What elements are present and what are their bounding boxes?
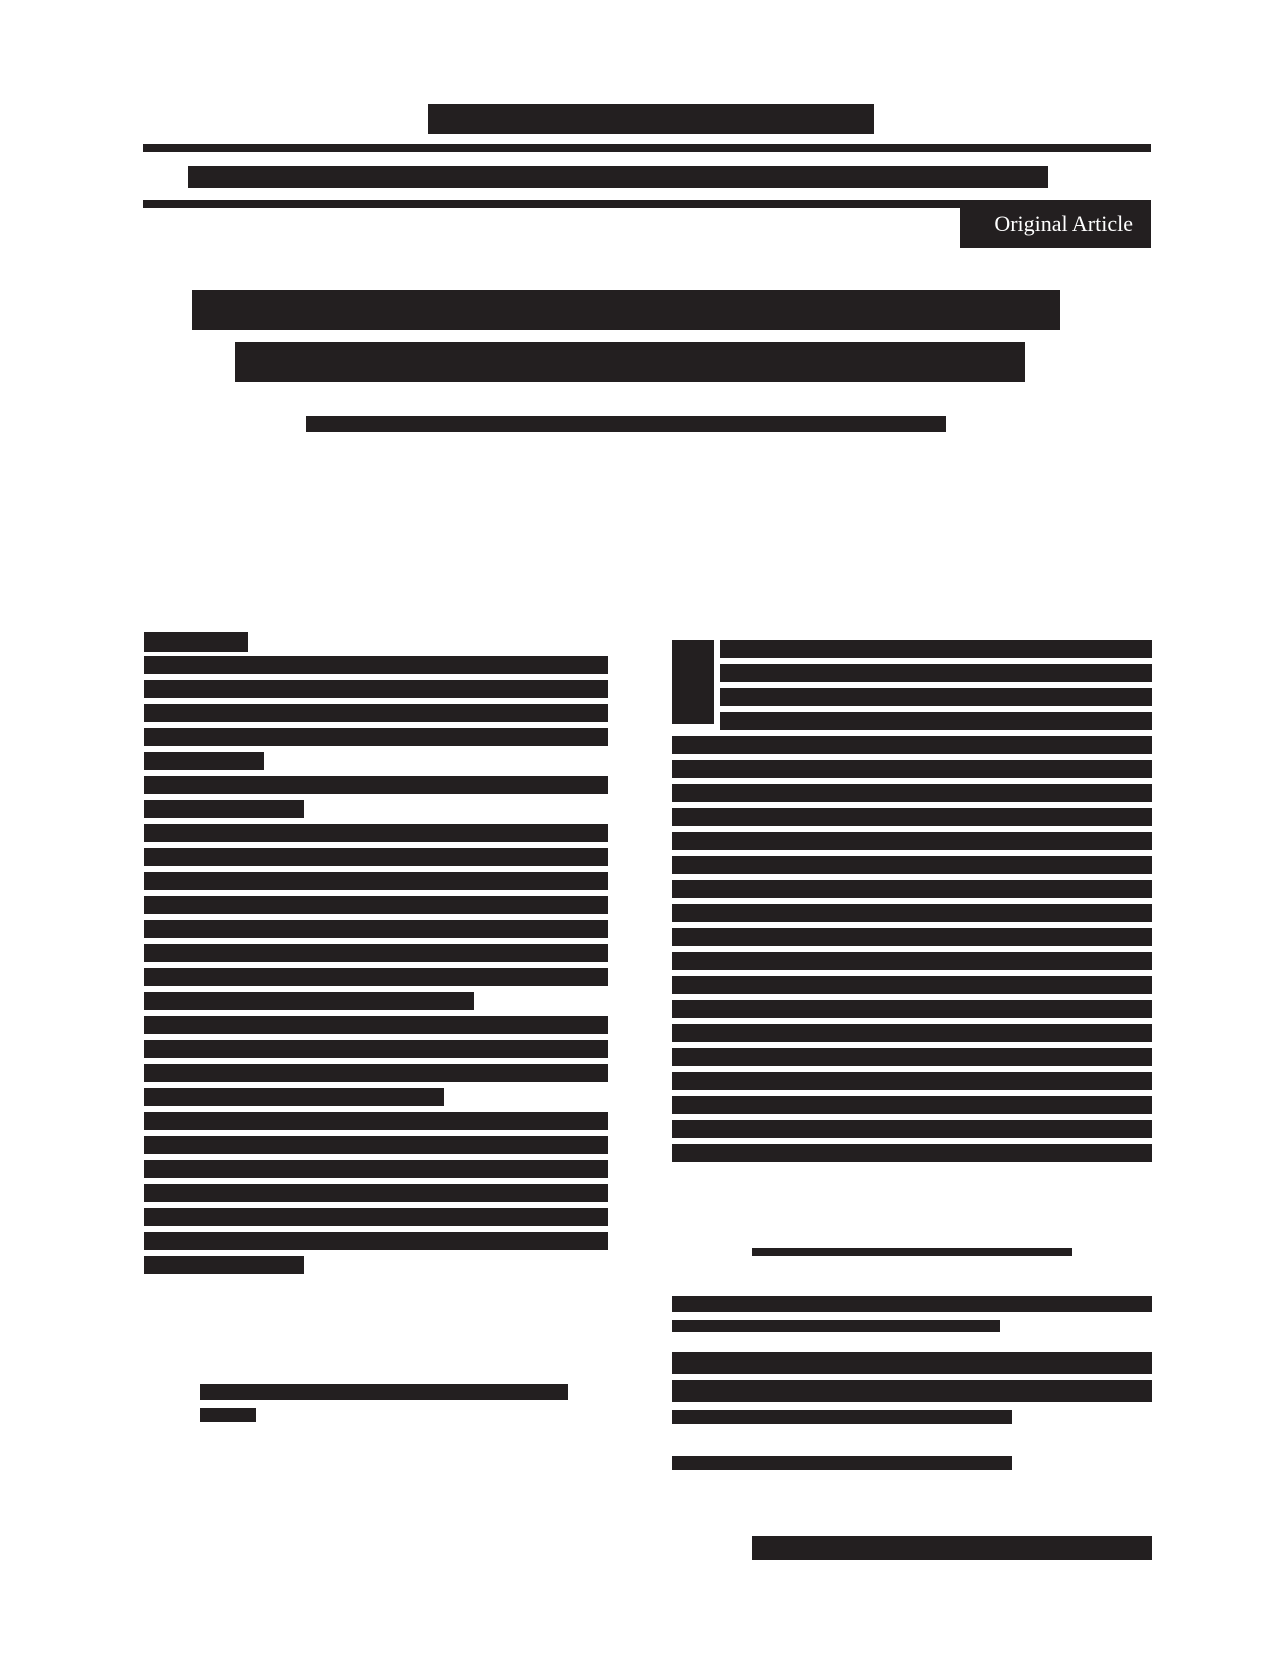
redacted-text-line <box>672 1048 1152 1066</box>
footnote-separator <box>752 1248 1072 1256</box>
redacted-text-line <box>144 656 608 674</box>
redacted-text-line <box>144 968 608 986</box>
redacted-text-line <box>720 688 1152 706</box>
journal-name-redacted <box>428 104 874 134</box>
redacted-text-line <box>144 848 608 866</box>
footer-citation <box>752 1536 1152 1560</box>
footnote-email <box>672 1456 1012 1470</box>
redacted-text-line <box>144 800 304 818</box>
redacted-text-line <box>672 1120 1152 1138</box>
redacted-text-line <box>144 776 608 794</box>
abstract-heading <box>144 632 248 652</box>
redacted-text-line <box>144 728 608 746</box>
redacted-text-line <box>144 1112 608 1130</box>
redacted-text-line <box>672 1072 1152 1090</box>
redacted-text-line <box>672 1096 1152 1114</box>
footnote-correspondence-1 <box>672 1352 1152 1374</box>
redacted-text-line <box>144 896 608 914</box>
redacted-text-line <box>144 1064 608 1082</box>
footnote-correspondence-2 <box>672 1380 1152 1402</box>
redacted-text-line <box>672 904 1152 922</box>
redacted-text-line <box>672 736 1152 754</box>
redacted-text-line <box>672 880 1152 898</box>
redacted-text-line <box>144 752 264 770</box>
redacted-text-line <box>672 808 1152 826</box>
redacted-text-line <box>144 1088 444 1106</box>
footnote-correspondence-3 <box>672 1410 1012 1424</box>
redacted-text-line <box>144 824 608 842</box>
redacted-text-line <box>672 832 1152 850</box>
redacted-text-line <box>144 680 608 698</box>
redacted-text-line <box>672 784 1152 802</box>
article-authors <box>306 416 946 432</box>
redacted-text-line <box>672 1024 1152 1042</box>
redacted-text-line <box>720 712 1152 730</box>
footnote-affiliation-1 <box>672 1296 1152 1312</box>
redacted-text-line <box>672 928 1152 946</box>
redacted-text-line <box>144 1256 304 1274</box>
redacted-text-line <box>144 944 608 962</box>
redacted-text-line <box>672 1144 1152 1162</box>
redacted-text-line <box>672 856 1152 874</box>
journal-subtitle-redacted <box>188 166 1048 188</box>
redacted-text-line <box>144 704 608 722</box>
footnote-affiliation-2 <box>672 1320 1000 1332</box>
article-title-line-1 <box>192 290 1060 330</box>
article-title-line-2 <box>235 342 1025 382</box>
redacted-text-line <box>144 1184 608 1202</box>
keywords-line-1 <box>200 1384 568 1400</box>
keywords-line-2 <box>200 1408 256 1422</box>
redacted-text-line <box>672 976 1152 994</box>
redacted-text-line <box>672 952 1152 970</box>
redacted-text-line <box>144 1136 608 1154</box>
redacted-text-line <box>144 1040 608 1058</box>
header-rule-top <box>143 144 1151 152</box>
article-type-badge: Original Article <box>960 200 1151 248</box>
redacted-text-line <box>144 1208 608 1226</box>
redacted-text-line <box>672 760 1152 778</box>
redacted-text-line <box>144 992 474 1010</box>
redacted-text-line <box>720 664 1152 682</box>
redacted-text-line <box>144 920 608 938</box>
redacted-text-line <box>144 1160 608 1178</box>
redacted-text-line <box>672 1000 1152 1018</box>
redacted-text-line <box>720 640 1152 658</box>
drop-cap <box>672 640 714 724</box>
redacted-text-line <box>144 1232 608 1250</box>
redacted-text-line <box>144 1016 608 1034</box>
redacted-text-line <box>144 872 608 890</box>
